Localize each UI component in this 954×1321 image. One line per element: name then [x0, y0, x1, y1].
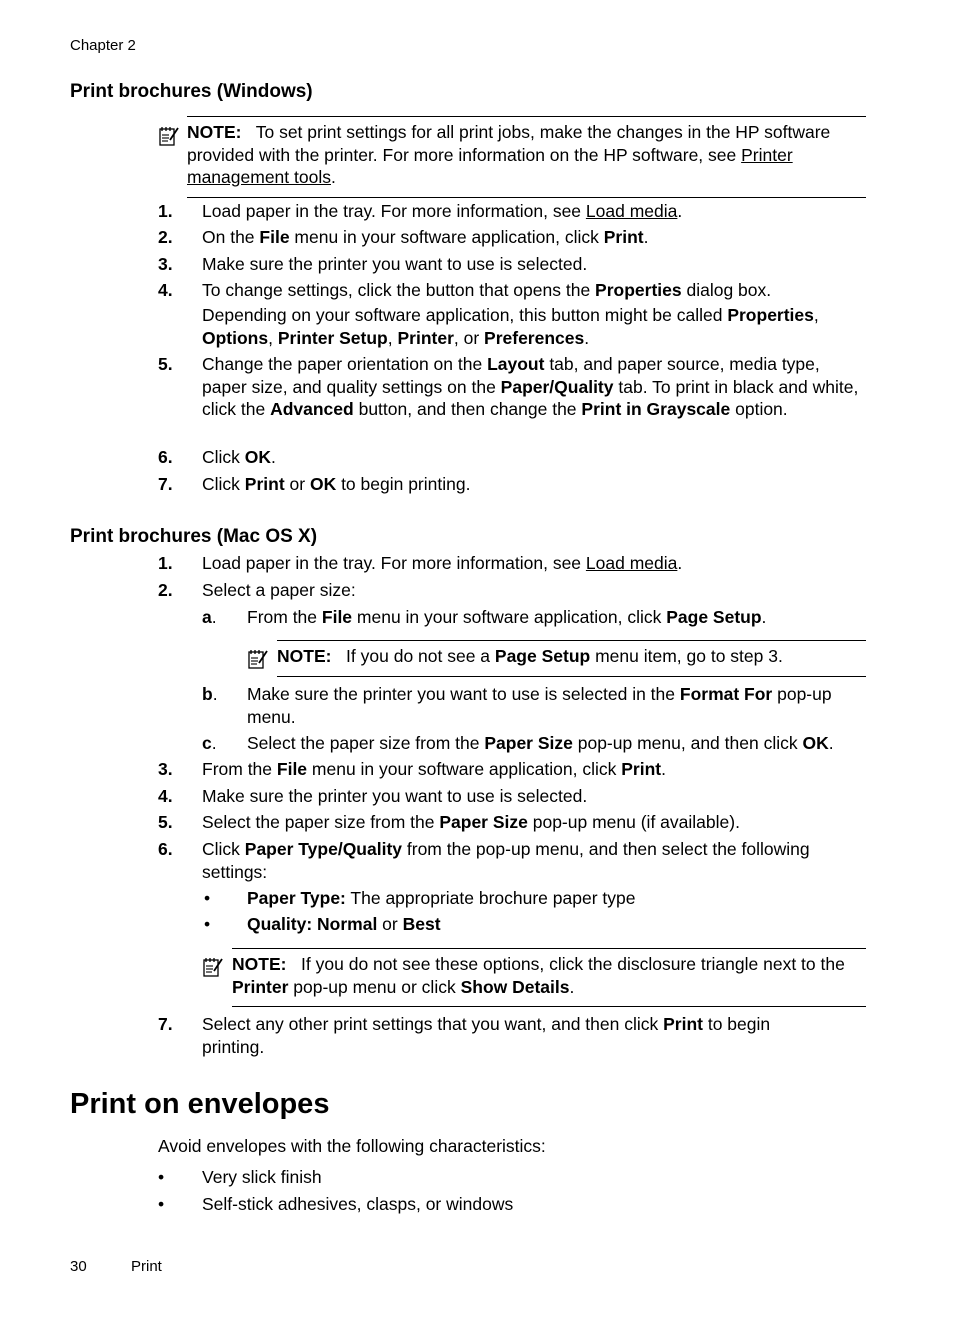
section-heading-mac: Print brochures (Mac OS X)	[70, 526, 318, 547]
step-6-windows: Click OK.	[202, 447, 276, 467]
footer-section: Print	[131, 1258, 162, 1275]
note-top-rule	[277, 640, 866, 641]
section-heading-envelopes: Print on envelopes	[70, 1088, 330, 1120]
step-4-windows-detail: Depending on your software application, this button might be called Properties, Options, Printer Setup, Printer, or Preferences.	[202, 305, 819, 348]
note-icon	[247, 648, 269, 670]
printer-management-tools-link[interactable]: Printer management tools	[187, 144, 793, 187]
note-bottom-rule	[232, 1006, 866, 1007]
envelope-characteristic: Very slick finish	[202, 1167, 322, 1187]
envelope-characteristic: Self-stick adhesives, clasps, or windows	[202, 1194, 514, 1214]
substep-letter: c.	[202, 733, 217, 753]
step-1-mac: Load paper in the tray. For more information, see Load media.	[202, 553, 683, 573]
step-number: 1.	[158, 553, 173, 573]
step-7-mac: Select any other print settings that you want, and then click Print to begin printing.	[202, 1014, 771, 1057]
step-5-mac: Select the paper size from the Paper Size pop-up menu (if available).	[202, 812, 740, 832]
substep-c-mac: Select the paper size from the Paper Size pop-up menu, and then click OK.	[247, 733, 834, 753]
step-number: 4.	[158, 280, 173, 300]
step-6-mac: Click Paper Type/Quality from the pop-up menu, and then select the following settings:	[202, 839, 810, 882]
step-number: 2.	[158, 580, 173, 600]
note-top-rule	[187, 116, 866, 117]
step-number: 3.	[158, 759, 173, 779]
step-4-windows: To change settings, click the button that opens the Properties dialog box.	[202, 280, 772, 300]
note-page-setup: NOTE: If you do not see a Page Setup menu item, go to step 3.	[277, 646, 783, 666]
step-number: 5.	[158, 354, 173, 374]
step-7-windows: Click Print or OK to begin printing.	[202, 474, 471, 494]
note-top-rule	[232, 948, 866, 949]
step-number: 6.	[158, 447, 173, 467]
step-number: 2.	[158, 227, 173, 247]
section-heading-windows: Print brochures (Windows)	[70, 81, 313, 102]
note-windows: NOTE: To set print settings for all print jobs, make the changes in the HP software provided with the printer. For more information on the HP software, see Printer management tools.	[187, 122, 831, 187]
page-number: 30	[70, 1258, 87, 1275]
step-number: 5.	[158, 812, 173, 832]
step-number: 7.	[158, 1014, 173, 1034]
bullet: •	[204, 888, 211, 908]
note-disclosure: NOTE: If you do not see these options, click the disclosure triangle next to the Printer pop-up menu or click Show Details.	[232, 954, 845, 997]
setting-quality: Quality: Normal or Best	[247, 914, 441, 934]
substep-a-mac: From the File menu in your software application, click Page Setup.	[247, 607, 767, 627]
load-media-link[interactable]: Load media	[585, 553, 678, 573]
setting-paper-type: Paper Type: The appropriate brochure paper type	[247, 888, 636, 908]
step-number: 1.	[158, 201, 173, 221]
step-2-mac: Select a paper size:	[202, 580, 356, 600]
note-bottom-rule	[277, 676, 866, 677]
step-4-mac: Make sure the printer you want to use is selected.	[202, 786, 588, 806]
step-2-windows: On the File menu in your software application, click Print.	[202, 227, 649, 247]
bullet: •	[158, 1194, 165, 1214]
note-bottom-rule	[187, 197, 866, 198]
step-3-windows: Make sure the printer you want to use is selected.	[202, 254, 588, 274]
step-number: 4.	[158, 786, 173, 806]
bullet: •	[158, 1167, 165, 1187]
load-media-link[interactable]: Load media	[585, 201, 678, 221]
bullet: •	[204, 914, 211, 934]
step-1-windows: Load paper in the tray. For more information, see Load media.	[202, 201, 683, 221]
running-header-chapter: Chapter 2	[70, 37, 136, 54]
step-3-mac: From the File menu in your software application, click Print.	[202, 759, 666, 779]
envelopes-intro: Avoid envelopes with the following characteristics:	[158, 1136, 546, 1156]
step-number: 7.	[158, 474, 173, 494]
step-number: 6.	[158, 839, 173, 859]
note-icon	[202, 956, 224, 978]
note-icon	[158, 125, 180, 147]
step-5-windows: Change the paper orientation on the Layout tab, and paper source, media type, paper size, and quality settings on the Paper/Quality tab. To print in black and white, click the Advanced button, and then change the Print in Grayscale option.	[202, 354, 859, 419]
step-number: 3.	[158, 254, 173, 274]
substep-b-mac: Make sure the printer you want to use is selected in the Format For pop-up menu.	[247, 684, 832, 727]
substep-letter: a.	[202, 607, 217, 627]
substep-letter: b.	[202, 684, 218, 704]
